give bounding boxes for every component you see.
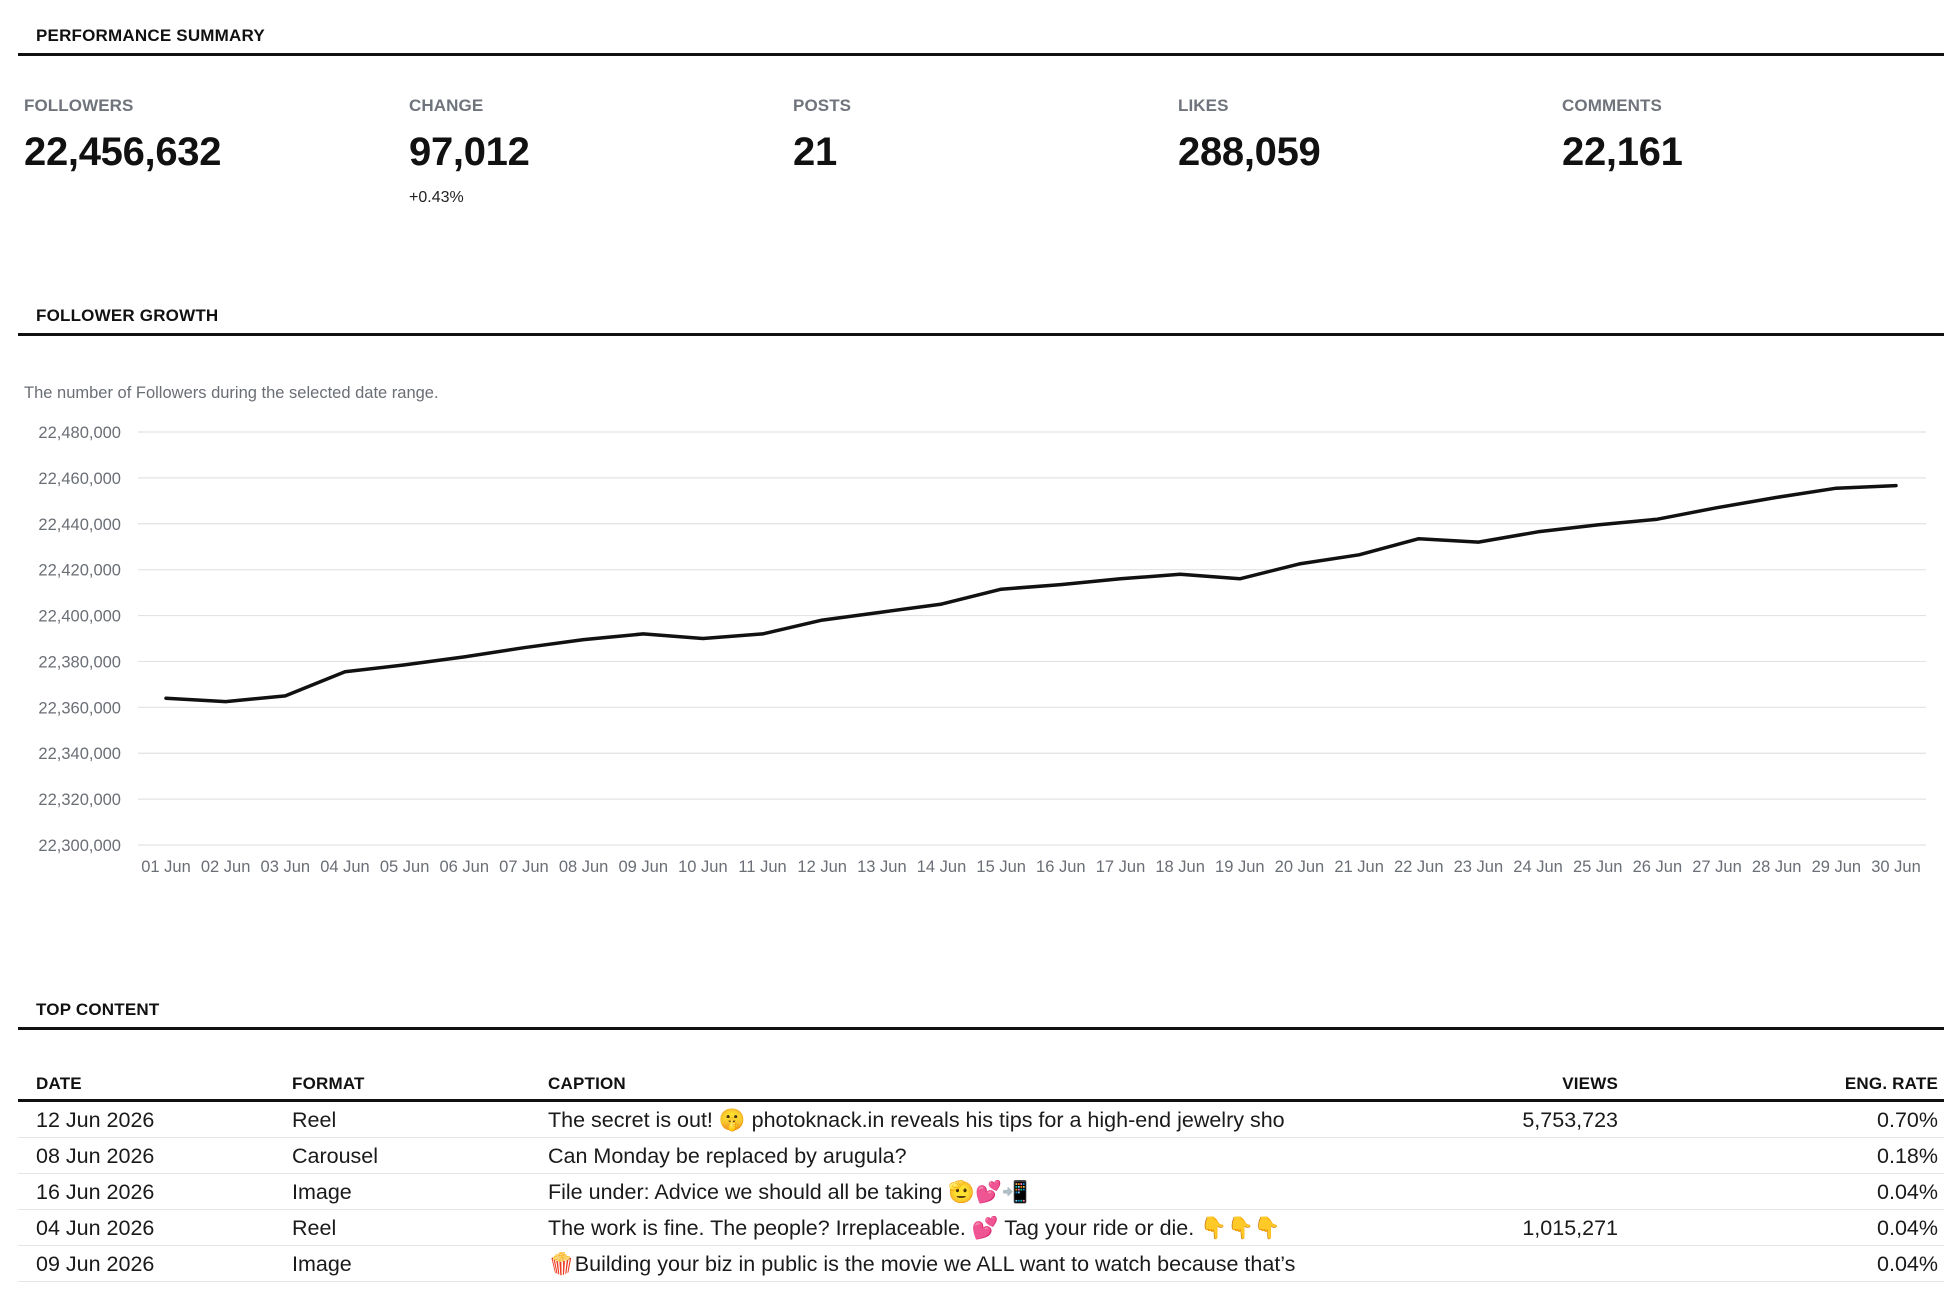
x-tick-label: 13 Jun — [857, 858, 907, 876]
x-tick-label: 18 Jun — [1155, 858, 1205, 876]
x-tick-label: 06 Jun — [439, 858, 490, 876]
cell-caption: Can Monday be replaced by arugula? — [548, 1144, 907, 1168]
kpi-label: POSTS — [793, 96, 852, 115]
performance-summary-title: PERFORMANCE SUMMARY — [18, 16, 1944, 56]
x-tick-label: 20 Jun — [1274, 858, 1325, 876]
cell-caption: The secret is out! 🤫 photoknack.in reveals his tips for a high-end jewelry sho — [548, 1108, 1285, 1132]
x-tick-label: 30 Jun — [1871, 858, 1921, 876]
column-header-format: FORMAT — [292, 1074, 365, 1093]
kpi-label: LIKES — [1178, 96, 1229, 115]
kpi-label: COMMENTS — [1562, 96, 1662, 115]
cell-eng-rate: 0.18% — [1877, 1144, 1938, 1168]
y-tick-label: 22,480,000 — [38, 424, 121, 442]
table-row[interactable] — [18, 1246, 1944, 1282]
cell-eng-rate: 0.04% — [1877, 1180, 1938, 1204]
y-tick-label: 22,440,000 — [38, 515, 121, 534]
x-tick-label: 03 Jun — [260, 858, 311, 876]
y-tick-label: 22,360,000 — [38, 699, 121, 718]
kpi-value: 22,456,632 — [24, 130, 222, 174]
x-tick-label: 28 Jun — [1751, 858, 1802, 876]
x-tick-label: 21 Jun — [1334, 858, 1384, 876]
x-tick-label: 04 Jun — [320, 858, 370, 876]
cell-caption: The work is fine. The people? Irreplaceable. 💕 Tag your ride or die. 👇👇👇 — [548, 1216, 1281, 1240]
cell-eng-rate: 0.70% — [1877, 1108, 1938, 1132]
cell-eng-rate: 0.04% — [1877, 1216, 1938, 1240]
cell-eng-rate: 0.04% — [1877, 1252, 1938, 1276]
follower-growth-title: FOLLOWER GROWTH — [18, 296, 1944, 336]
x-tick-label: 25 Jun — [1572, 858, 1623, 876]
kpi-label: CHANGE — [409, 96, 484, 115]
cell-views: 5,753,723 — [1522, 1108, 1618, 1132]
x-tick-label: 07 Jun — [499, 858, 549, 876]
x-tick-label: 27 Jun — [1692, 858, 1742, 876]
table-row[interactable] — [18, 1138, 1944, 1174]
cell-caption: File under: Advice we should all be taking 🫡💕📲 — [548, 1180, 1029, 1204]
table-row[interactable] — [18, 1210, 1944, 1246]
column-header-date: DATE — [36, 1074, 82, 1093]
x-tick-label: 26 Jun — [1632, 858, 1683, 876]
x-tick-label: 24 Jun — [1513, 858, 1563, 876]
table-header — [18, 1064, 1944, 1102]
x-tick-label: 14 Jun — [916, 858, 967, 876]
cell-date: 08 Jun 2026 — [36, 1144, 155, 1168]
y-tick-label: 22,320,000 — [38, 791, 121, 810]
kpi-label: FOLLOWERS — [24, 96, 134, 115]
y-tick-label: 22,300,000 — [38, 837, 121, 855]
cell-views: 1,015,271 — [1522, 1216, 1618, 1240]
cell-caption: 🍿Building your biz in public is the movie we ALL want to watch because that’s — [548, 1252, 1296, 1276]
x-tick-label: 17 Jun — [1095, 858, 1146, 876]
followers-series-line — [166, 486, 1896, 702]
x-tick-label: 19 Jun — [1215, 858, 1265, 876]
x-tick-label: 11 Jun — [738, 858, 787, 876]
cell-date: 04 Jun 2026 — [36, 1216, 155, 1240]
x-tick-label: 01 Jun — [141, 858, 191, 876]
x-tick-label: 10 Jun — [678, 858, 728, 876]
kpi-value: 21 — [793, 130, 837, 174]
cell-format: Reel — [292, 1108, 337, 1132]
kpi-value: 288,059 — [1178, 130, 1321, 174]
y-tick-label: 22,380,000 — [38, 653, 121, 672]
x-tick-label: 23 Jun — [1453, 858, 1504, 876]
x-tick-label: 05 Jun — [379, 858, 430, 876]
x-tick-label: 15 Jun — [976, 858, 1026, 876]
cell-format: Reel — [292, 1216, 337, 1240]
kpi-value: 22,161 — [1562, 130, 1683, 174]
cell-format: Image — [292, 1252, 352, 1276]
y-tick-label: 22,400,000 — [38, 607, 121, 626]
top-content-table — [18, 1064, 1944, 1282]
x-tick-label: 09 Jun — [618, 858, 669, 876]
kpi-change-percent: +0.43% — [409, 189, 464, 206]
column-header-caption: CAPTION — [548, 1074, 626, 1093]
x-tick-label: 29 Jun — [1811, 858, 1862, 876]
chart-description: The number of Followers during the selected date range. — [24, 384, 439, 402]
cell-date: 09 Jun 2026 — [36, 1252, 155, 1276]
x-tick-label: 12 Jun — [797, 858, 847, 876]
column-header-views: VIEWS — [1562, 1074, 1618, 1093]
kpi-value: 97,012 — [409, 130, 530, 174]
cell-date: 16 Jun 2026 — [36, 1180, 155, 1204]
x-tick-label: 02 Jun — [200, 858, 251, 876]
table-row[interactable] — [18, 1102, 1944, 1138]
y-tick-label: 22,460,000 — [38, 469, 121, 488]
x-tick-label: 22 Jun — [1393, 858, 1444, 876]
cell-date: 12 Jun 2026 — [36, 1108, 155, 1132]
top-content-title: TOP CONTENT — [18, 990, 1944, 1030]
x-tick-label: 16 Jun — [1036, 858, 1086, 876]
cell-format: Image — [292, 1180, 352, 1204]
y-tick-label: 22,420,000 — [38, 561, 121, 580]
table-row[interactable] — [18, 1174, 1944, 1210]
x-tick-label: 08 Jun — [558, 858, 609, 876]
y-tick-label: 22,340,000 — [38, 745, 121, 764]
cell-format: Carousel — [292, 1144, 379, 1168]
column-header-eng-rate: ENG. RATE — [1844, 1074, 1938, 1093]
